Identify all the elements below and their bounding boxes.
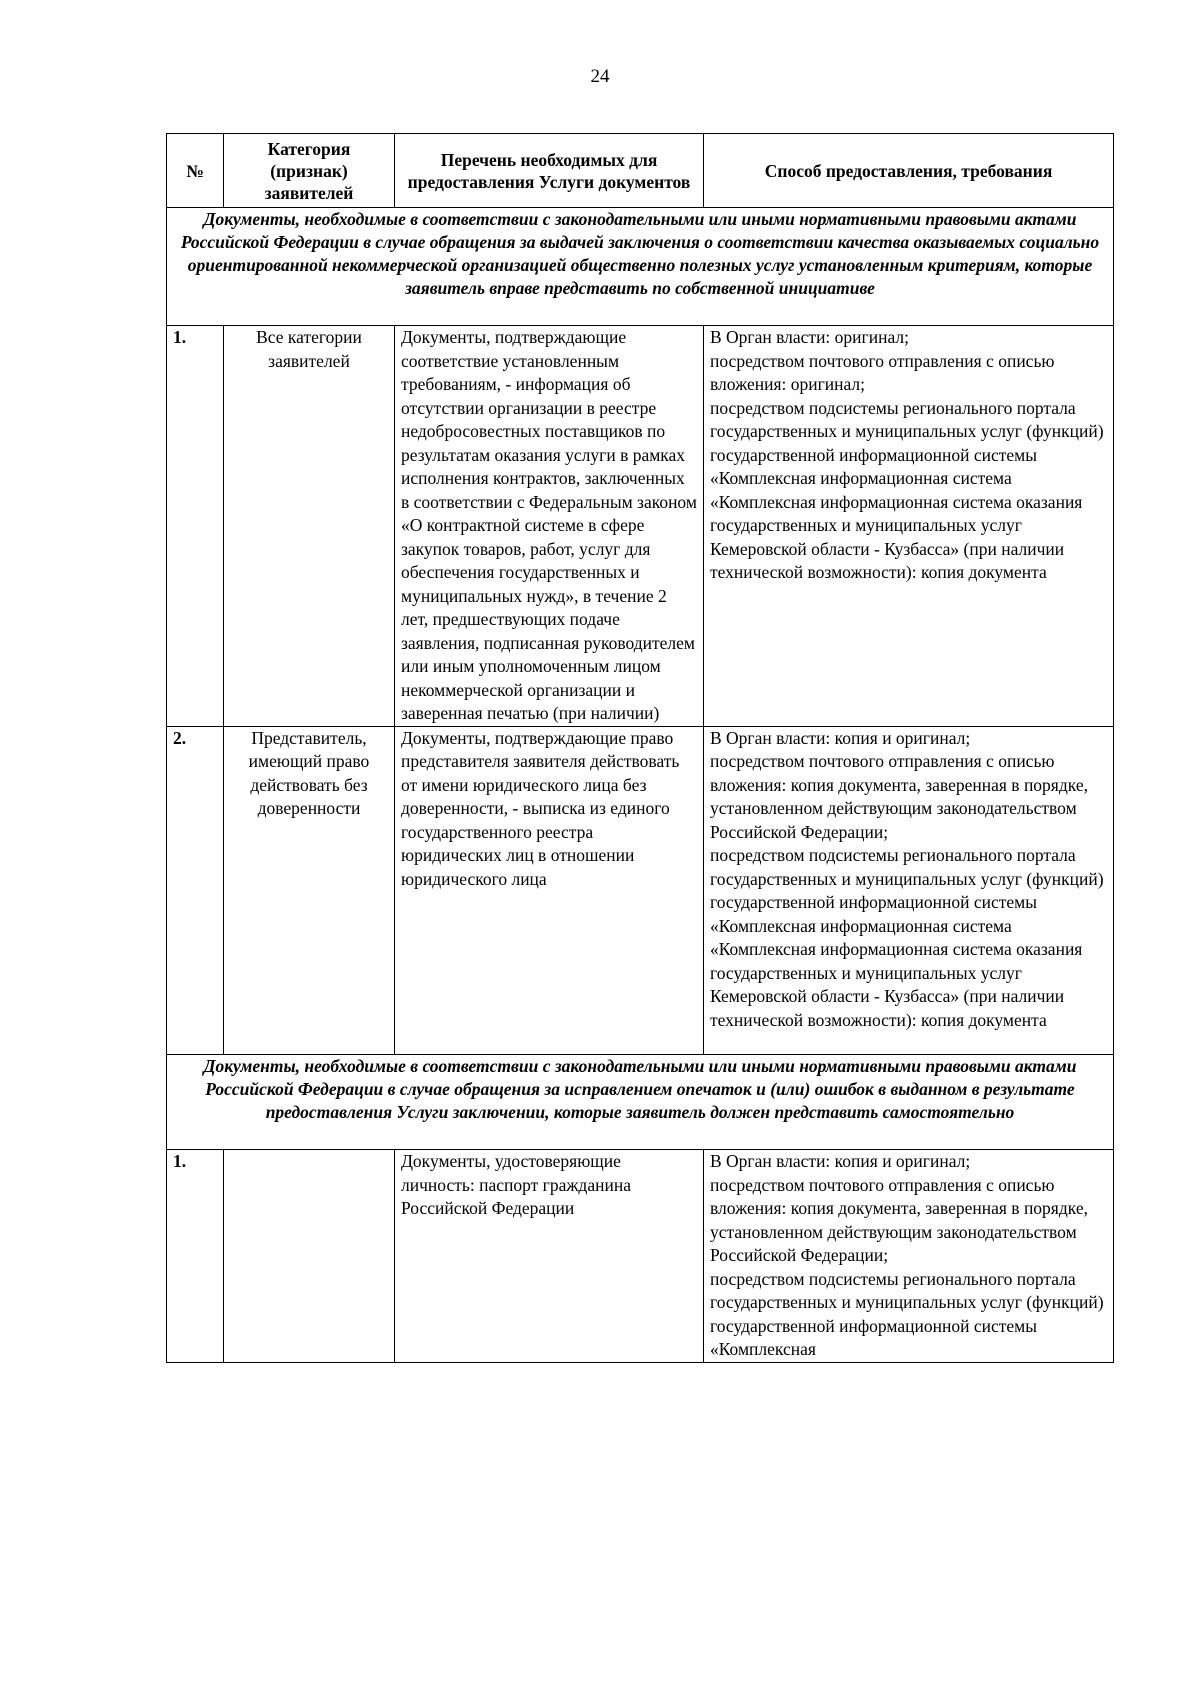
row-category: Представитель, имеющий право действовать без доверенности [224,726,395,1055]
row-number: 2. [167,726,224,1055]
row-number: 1. [167,326,224,727]
section-title-1: Документы, необходимые в соответствии с законодательными или иными нормативными правовыми актами Российской Федерации в случае обращения за выдачей заключения о соответствии качества оказываемых социально ориентированной некоммерческой организацией общественно полезных услуг установленным критериям, которые заявитель вправе представить по собственной инициативе [167,208,1114,326]
section-row [167,208,1114,326]
section-row [167,1055,1114,1150]
page-number: 24 [590,66,610,87]
row-category [224,1150,395,1363]
table-header-row [167,134,1114,208]
row-method: В Орган власти: оригинал; посредством почтового отправления с описью вложения: оригинал; посредством подсистемы регионального портала государственных и муниципальных услуг (функций) государственной информационной системы «Комплексная информационная система «Комплексная информационная система оказания государственных и муниципальных услуг Кемеровской области - Кузбасса» (при наличии технической возможности): копия документа [704,326,1114,727]
row-method: В Орган власти: копия и оригинал; посредством почтового отправления с описью вложения: копия документа, заверенная в порядке, установленном действующим законодательством Российской Федерации; посредством подсистемы регионального портала государственных и муниципальных услуг (функций) государственной информационной системы «Комплексная информационная система «Комплексная информационная система оказания государственных и муниципальных услуг Кемеровской области - Кузбасса» (при наличии технической возможности): копия документа [704,726,1114,1055]
table-row [167,326,1114,727]
row-category: Все категории заявителей [224,326,395,727]
row-documents: Документы, удостоверяющие личность: паспорт гражданина Российской Федерации [395,1150,704,1363]
row-documents: Документы, подтверждающие соответствие установленным требованиям, - информация об отсутствии организации в реестре недобросовестных поставщиков по результатам оказания услуги в рамках исполнения контрактов, заключенных в соответствии с Федеральным законом «О контрактной системе в сфере закупок товаров, работ, услуг для обеспечения государственных и муниципальных нужд», в течение 2 лет, предшествующих подаче заявления, подписанная руководителем или иным уполномоченным лицом некоммерческой организации и заверенная печатью (при наличии) [395,326,704,727]
section-title-2: Документы, необходимые в соответствии с законодательными или иными нормативными правовыми актами Российской Федерации в случае обращения за исправлением опечаток и (или) ошибок в выданном в результате предоставления Услуги заключении, которые заявитель должен представить самостоятельно [167,1055,1114,1150]
documents-table [166,133,1114,1363]
header-category: Категория (признак) заявителей [224,134,395,208]
row-number: 1. [167,1150,224,1363]
row-documents: Документы, подтверждающие право представителя заявителя действовать от имени юридического лица без доверенности, - выписка из единого государственного реестра юридических лиц в отношении юридического лица [395,726,704,1055]
table-row [167,1150,1114,1363]
row-method: В Орган власти: копия и оригинал; посредством почтового отправления с описью вложения: копия документа, заверенная в порядке, установленном действующим законодательством Российской Федерации; посредством подсистемы регионального портала государственных и муниципальных услуг (функций) государственной информационной системы «Комплексная [704,1150,1114,1363]
header-num: № [167,134,224,208]
table-row [167,726,1114,1055]
header-method: Способ предоставления, требования [704,134,1114,208]
header-documents: Перечень необходимых для предоставления Услуги документов [395,134,704,208]
